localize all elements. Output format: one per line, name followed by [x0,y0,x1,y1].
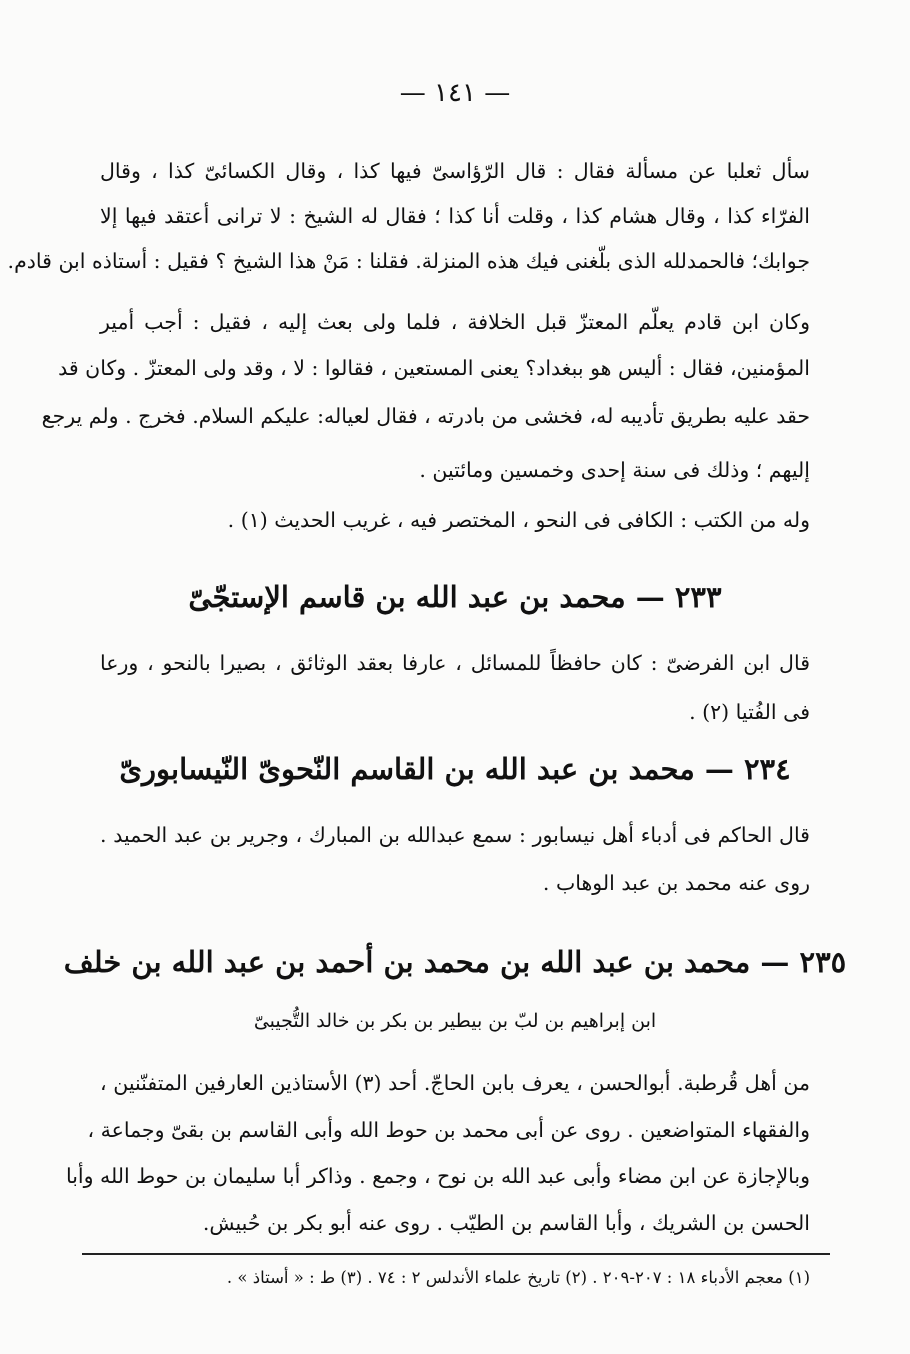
entry-heading-233: ٢٣٣ — محمد بن عبد الله بن قاسم الإستجّىّ [188,580,722,614]
entry-subheading-235: ابن إبراهيم بن لبّ بن بيطير بن بكر بن خالد التُّجيبىّ [253,1010,657,1032]
text-line: قال الحاكم فى أدباء أهل نيسابور : سمع عبدالله بن المبارك ، وجرير بن عبد الحميد . [100,823,810,847]
footnote-divider [82,1253,830,1255]
text-line: من أهل قُرطبة. أبوالحسن ، يعرف بابن الحاجّ. أحد (٣) الأستاذين العارفين المتفنّنين ، [100,1071,810,1095]
text-line: قال ابن الفرضىّ : كان حافظاً للمسائل ، عارفا بعقد الوثائق ، بصيرا بالنحو ، ورعا [100,651,810,675]
text-line: روى عنه محمد بن عبد الوهاب . [542,871,810,895]
text-line: وكان ابن قادم يعلّم المعتزّ قبل الخلافة ، فلما ولى بعث إليه ، فقيل : أجب أمير [100,310,810,334]
text-line: سأل ثعلبا عن مسألة فقال : قال الرّؤاسىّ فيها كذا ، وقال الكسائىّ كذا ، وقال [100,159,810,183]
text-line: والفقهاء المتواضعين . روى عن أبى محمد بن حوط الله وأبى القاسم بن بقىّ وجماعة ، [87,1118,810,1142]
text-line: الحسن بن الشريك ، وأبا القاسم بن الطيّب . روى عنه أبو بكر بن حُبيش. [202,1211,810,1235]
text-line: الفرّاء كذا ، وقال هشام كذا ، وقلت أنا كذا ؛ فقال له الشيخ : لا ترانى أعتقد فيها إلا [100,204,810,228]
text-line: وبالإجازة عن ابن مضاء وأبى عبد الله بن نوح ، وجمع . وذاكر أبا سليمان بن حوط الله وأبا [65,1164,810,1188]
text-line: جوابك؛ فالحمدلله الذى بلّغنى فيك هذه المنزلة. فقلنا : مَنْ هذا الشيخ ؟ فقيل : أستاذه ابن قادم. [7,249,810,273]
footnotes: (١) معجم الأدباء ١٨ : ٢٠٧-٢٠٩ . (٢) تاريخ علماء الأندلس ٢ : ٧٤ . (٣) ط : « أستاذ » . [226,1268,810,1287]
text-line: حقد عليه بطريق تأديبه له، فخشى من بادرته ، فقال لعياله: عليكم السلام. فخرج . ولم يرجع [41,404,810,428]
entry-heading-234: ٢٣٤ — محمد بن عبد الله بن القاسم النّحوىّ النّيسابورىّ [119,752,791,786]
text-line: وله من الكتب : الكافى فى النحو ، المختصر فيه ، غريب الحديث (١) . [227,508,810,532]
text-line: إليهم ؛ وذلك فى سنة إحدى وخمسين ومائتين . [419,458,810,482]
page-number: — ١٤١ — [399,78,511,108]
entry-heading-235: ٢٣٥ — محمد بن عبد الله بن محمد بن أحمد بن عبد الله بن خلف [63,945,847,979]
text-line: المؤمنين، فقال : أليس هو ببغداد؟ يعنى المستعين ، فقالوا : لا ، وقد ولى المعتزّ . وكان قد [58,356,810,380]
text-line: فى الفُتيا (٢) . [689,700,810,724]
